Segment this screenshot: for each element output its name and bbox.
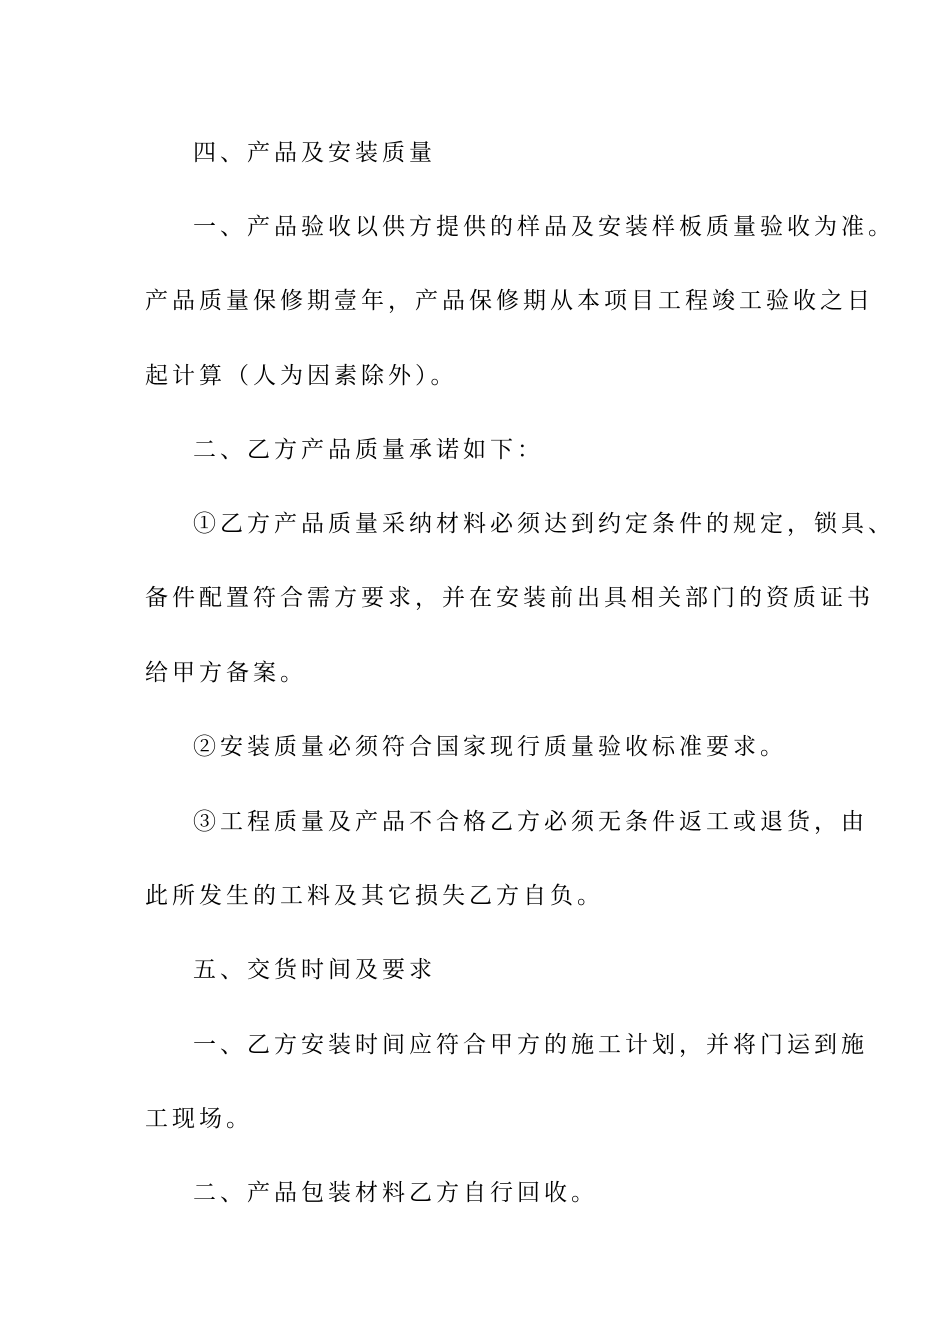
paragraph-line: 产品质量保修期壹年，产品保修期从本项目工程竣工验收之日 bbox=[145, 288, 874, 314]
paragraph-line: 一、产品验收以供方提供的样品及安装样板质量验收为准。 bbox=[193, 214, 895, 240]
paragraph-line: 给甲方备案。 bbox=[145, 660, 307, 686]
paragraph-line: ②安装质量必须符合国家现行质量验收标准要求。 bbox=[193, 734, 787, 760]
paragraph-line: 此所发生的工料及其它损失乙方自负。 bbox=[145, 883, 604, 909]
paragraph-line: ①乙方产品质量采纳材料必须达到约定条件的规定，锁具、 bbox=[193, 511, 895, 537]
section-heading-five: 五、交货时间及要求 bbox=[193, 957, 436, 983]
paragraph-line: 二、乙方产品质量承诺如下： bbox=[193, 437, 544, 463]
section-heading-four: 四、产品及安装质量 bbox=[193, 140, 436, 166]
paragraph-line: 起计算（人为因素除外）。 bbox=[145, 363, 458, 389]
paragraph-line: ③工程质量及产品不合格乙方必须无条件返工或退货，由 bbox=[193, 809, 868, 835]
paragraph-line: 一、乙方安装时间应符合甲方的施工计划，并将门运到施 bbox=[193, 1032, 868, 1058]
paragraph-line: 备件配置符合需方要求，并在安装前出具相关部门的资质证书 bbox=[145, 585, 874, 611]
paragraph-line: 二、产品包装材料乙方自行回收。 bbox=[193, 1180, 598, 1206]
paragraph-line: 工现场。 bbox=[145, 1106, 253, 1132]
